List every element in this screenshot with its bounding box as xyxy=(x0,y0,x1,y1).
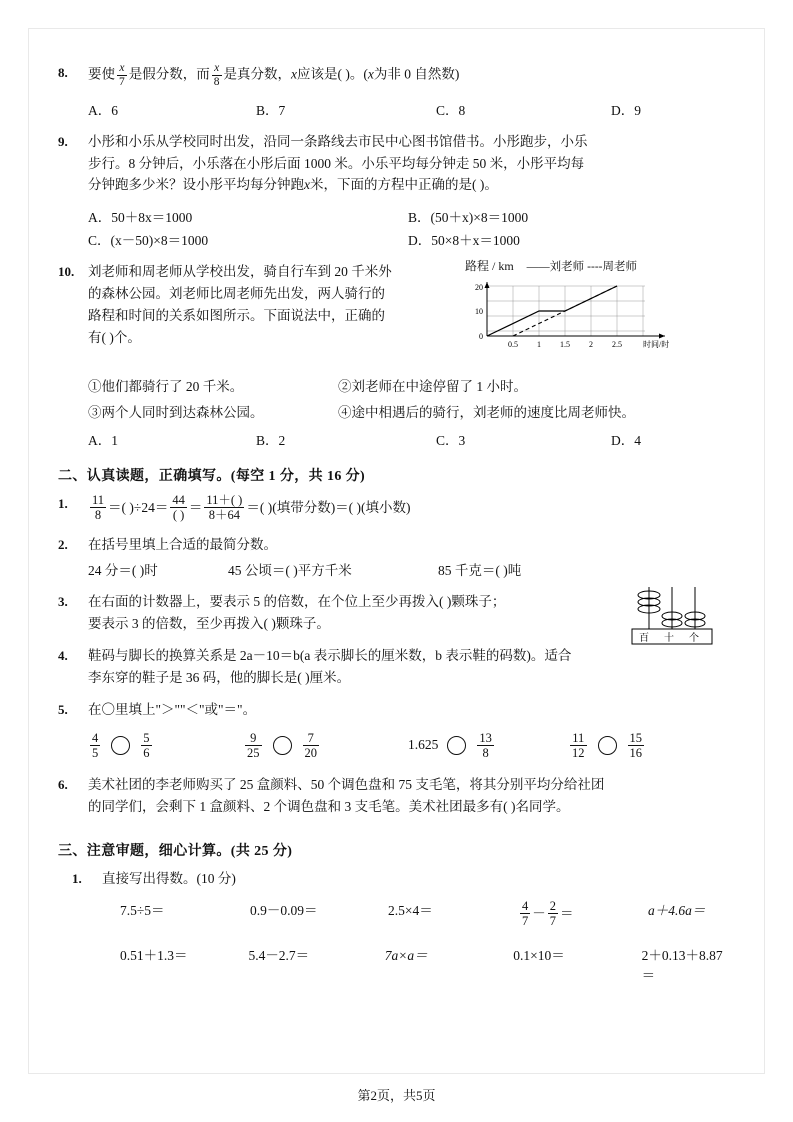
q10-line-4: 有( )个。 xyxy=(88,329,141,345)
s2q2-item-b: 45 公顷＝( )平方千米 xyxy=(228,562,352,578)
q10-statement-2: ②刘老师在中途停留了 1 小时。 xyxy=(338,378,527,394)
calc-frac-eq: ＝ xyxy=(560,906,574,922)
q8-option-a[interactable]: A．6 xyxy=(88,102,118,118)
calc-2-4[interactable]: 0.1×10＝ xyxy=(513,948,565,964)
svg-text:0.5: 0.5 xyxy=(508,339,518,349)
s2q1-text-2: ＝ xyxy=(188,499,203,515)
s2-q6-body xyxy=(88,774,735,818)
q10-statements-row-2 xyxy=(88,401,735,421)
calc-2-5[interactable]: 2＋0.13＋8.87＝ xyxy=(641,948,723,984)
s2-question-1 xyxy=(58,493,735,522)
calc-1-5[interactable]: a＋4.6a＝ xyxy=(648,903,706,919)
section-3-title: 三、注意审题，细心计算。(共 25 分) xyxy=(58,843,293,859)
s2-question-4 xyxy=(58,645,735,689)
chart-plot xyxy=(465,278,693,352)
q8-option-d[interactable]: D．9 xyxy=(611,102,641,118)
q10-line-3: 路程和时间的关系如图所示。下面说法中，正确的 xyxy=(88,308,385,324)
calc-2-3[interactable]: 7a×a＝ xyxy=(384,948,428,964)
svg-text:1: 1 xyxy=(537,339,541,349)
chart-legend-zhou: ----周老师 xyxy=(587,261,637,274)
cmp4-left: $\frac{11}{12}$ xyxy=(572,730,585,760)
q8-text-e: 为非 0 自然数) xyxy=(373,66,460,82)
compare-pair-2[interactable] xyxy=(243,731,408,760)
q10-line-1: 刘老师和周老师从学校出发，骑自行车到 20 千米外 xyxy=(88,264,392,280)
section-2-title: 二、认真读题，正确填写。(每空 1 分，共 16 分) xyxy=(58,468,366,484)
svg-text:2.5: 2.5 xyxy=(612,339,622,349)
cmp2-right: $\frac{7}{20}$ xyxy=(304,730,317,760)
s3-q1-body: 直接写出得数。(10 分) xyxy=(102,870,236,886)
question-8-options xyxy=(88,99,735,119)
page-footer: 第2页，共5页 xyxy=(357,1088,436,1103)
s2-q4-body xyxy=(88,645,735,689)
s2-q3-number: 3. xyxy=(58,594,68,610)
chart-ylabel: 路程 / km xyxy=(465,259,514,274)
question-9-options xyxy=(88,206,735,249)
s2-q2-body xyxy=(88,534,735,582)
cmp4-right: $\frac{15}{16}$ xyxy=(629,730,642,760)
s2-question-2 xyxy=(58,534,735,582)
chart-legend-liu: ——刘老师 xyxy=(526,261,585,274)
compare-pair-4[interactable] xyxy=(568,731,646,760)
svg-text:20: 20 xyxy=(475,282,483,292)
calc-1-1[interactable]: 7.5÷5＝ xyxy=(120,903,165,919)
s2q2-item-c: 85 千克＝( )吨 xyxy=(438,562,522,578)
s2q2-line-1: 在括号里填上合适的最简分数。 xyxy=(88,536,277,552)
s2q5-compare-row xyxy=(88,731,735,760)
s2-question-3 xyxy=(58,591,735,645)
s2q1-frac-2: $\frac{44}{( )}$ xyxy=(172,492,185,522)
question-10-options xyxy=(88,429,735,449)
question-10-body xyxy=(88,261,518,348)
chart-header xyxy=(465,257,733,277)
s2q4-line-1: 鞋码与脚长的换算关系是 2a－10＝b(a 表示脚长的厘米数，b 表示鞋的码数)。适合 xyxy=(88,648,572,664)
question-8-body xyxy=(88,62,735,89)
q9-line-1: 小彤和小乐从学校同时出发，沿同一条路线去市民中心图书馆借书。小彤跑步，小乐 xyxy=(88,133,588,149)
q8-fraction-1: $\frac{x}{7}$ xyxy=(119,62,125,88)
s2q6-line-2: 的同学们，会剩下 1 盒颜料、2 个调色盘和 3 支毛笔。美术社团最多有( )名同学。 xyxy=(88,798,570,814)
q10-option-d[interactable]: D．4 xyxy=(611,432,641,448)
calc-2-2[interactable]: 5.4－2.7＝ xyxy=(248,948,310,964)
s2-question-5 xyxy=(58,699,735,721)
q10-option-b[interactable]: B．2 xyxy=(256,432,286,448)
s2q2-item-a: 24 分＝( )时 xyxy=(88,562,158,578)
q9-option-a[interactable]: A．50＋8x＝1000 xyxy=(88,210,193,226)
compare-pair-1[interactable] xyxy=(88,731,243,760)
question-8-number: 8. xyxy=(58,65,68,80)
compare-circle-3[interactable] xyxy=(447,736,466,755)
compare-circle-2[interactable] xyxy=(273,736,292,755)
cmp1-left: $\frac{4}{5}$ xyxy=(92,730,99,760)
s2q1-frac-1: $\frac{11}{8}$ xyxy=(92,492,105,522)
s2-q2-number: 2. xyxy=(58,536,68,552)
q10-option-c[interactable]: C．3 xyxy=(436,432,466,448)
question-9 xyxy=(58,131,735,197)
q8-text-a: 要使 xyxy=(88,66,115,82)
svg-text:百: 百 xyxy=(639,633,649,645)
q9-option-c[interactable]: C．(x－50)×8＝1000 xyxy=(88,233,209,249)
q10-statement-4: ④途中相遇后的骑行，刘老师的速度比周老师快。 xyxy=(338,404,635,420)
question-9-number: 9. xyxy=(58,133,68,149)
calc-frac-right: $\frac{2}{7}$ xyxy=(549,899,556,929)
question-10-number: 10. xyxy=(58,264,75,280)
compare-pair-3[interactable] xyxy=(408,731,568,760)
svg-text:0: 0 xyxy=(479,331,483,341)
s2-q3-body xyxy=(88,591,628,635)
s2q2-line-2 xyxy=(88,560,735,582)
s2-q5-number: 5. xyxy=(58,701,68,717)
q10-line-2: 的森林公园。刘老师比周老师先出发，两人骑行的 xyxy=(88,286,385,302)
compare-circle-1[interactable] xyxy=(111,736,130,755)
s2q6-line-1: 美术社团的李老师购买了 25 盒颜料、50 个调色盘和 75 支毛笔，将其分别平均分给社团 xyxy=(88,776,605,792)
s2q4-line-2: 李东穿的鞋子是 36 码，他的脚长是( )厘米。 xyxy=(88,670,351,686)
s3-question-1 xyxy=(58,868,735,890)
calc-1-4[interactable] xyxy=(518,899,648,928)
s2q1-text-3: ＝( )(填带分数)＝( )(填小数) xyxy=(246,499,411,515)
q8-var2: x xyxy=(367,66,374,82)
svg-text:2: 2 xyxy=(589,339,593,349)
s2q3-line-1: 在右面的计数器上，要表示 5 的倍数，在个位上至少再拨入( )颗珠子； xyxy=(88,594,506,610)
q8-option-b[interactable]: B．7 xyxy=(256,102,286,118)
q10-statement-3: ③两个人同时到达森林公园。 xyxy=(88,404,264,420)
s2-q5-body xyxy=(88,699,735,721)
cmp1-right: $\frac{5}{6}$ xyxy=(143,730,150,760)
s2-q1-body xyxy=(88,493,735,522)
calc-1-2[interactable]: 0.9－0.09＝ xyxy=(250,903,318,919)
abacus-figure xyxy=(629,585,717,647)
cmp2-left: $\frac{9}{25}$ xyxy=(247,730,260,760)
q8-text-c: 是真分数， xyxy=(223,66,291,82)
s2q1-frac-3: $\frac{11+( )}{8+64}$ xyxy=(206,492,243,522)
q9-line-3: 分钟跑多少米？设小彤平均每分钟跑x米，下面的方程中正确的是( )。 xyxy=(88,177,498,193)
s2-question-6 xyxy=(58,774,735,818)
q8-option-c[interactable]: C．8 xyxy=(436,102,466,118)
q9-option-b[interactable]: B．(50＋x)×8＝1000 xyxy=(408,210,529,226)
calc-1-3[interactable]: 2.5×4＝ xyxy=(388,903,433,919)
s2q3-line-2: 要表示 3 的倍数，至少再拨入( )颗珠子。 xyxy=(88,616,330,632)
s2-q4-number: 4. xyxy=(58,648,68,664)
question-9-body xyxy=(88,131,735,197)
q8-var: x xyxy=(291,66,297,82)
compare-circle-4[interactable] xyxy=(598,736,617,755)
q9-line-2: 步行。8 分钟后，小乐落在小彤后面 1000 米。小乐平均每分钟走 50 米，小彤平均每 xyxy=(88,155,585,171)
calc-row-2 xyxy=(120,944,735,984)
question-10-chart xyxy=(465,257,733,352)
q8-fraction-2: $\frac{x}{8}$ xyxy=(213,62,220,88)
cmp3-left: 1.625 xyxy=(408,737,439,753)
svg-text:十: 十 xyxy=(664,633,674,645)
calc-frac-left: $\frac{4}{7}$ xyxy=(522,899,529,929)
cmp3-right: $\frac{13}{8}$ xyxy=(479,730,492,760)
s3-q1-number: 1. xyxy=(72,870,82,886)
q10-option-a[interactable]: A．1 xyxy=(88,432,118,448)
q8-text-d: 应该是( )。( xyxy=(297,66,368,82)
q8-text-b: 是假分数，而 xyxy=(128,66,210,82)
s2-q6-number: 6. xyxy=(58,776,68,792)
q10-statement-1: ①他们都骑行了 20 千米。 xyxy=(88,378,244,394)
svg-text:时间/时: 时间/时 xyxy=(643,339,670,349)
svg-text:个: 个 xyxy=(689,633,699,645)
s2-q1-number: 1. xyxy=(58,495,68,511)
svg-text:10: 10 xyxy=(475,306,483,316)
calc-2-1[interactable]: 0.51＋1.3＝ xyxy=(120,948,188,964)
calc-row-1 xyxy=(120,899,735,928)
s2q1-text-1: ＝( )÷24＝ xyxy=(108,499,169,515)
question-8 xyxy=(58,62,735,89)
calc-frac-op: － xyxy=(532,906,546,922)
q10-statements-row-1 xyxy=(88,375,735,395)
question-10 xyxy=(58,261,735,348)
q9-option-d[interactable]: D．50×8＋x＝1000 xyxy=(408,233,520,249)
s2q5-line-1: 在〇里填上"＞""＜"或"＝"。 xyxy=(88,701,257,717)
svg-text:1.5: 1.5 xyxy=(560,339,570,349)
